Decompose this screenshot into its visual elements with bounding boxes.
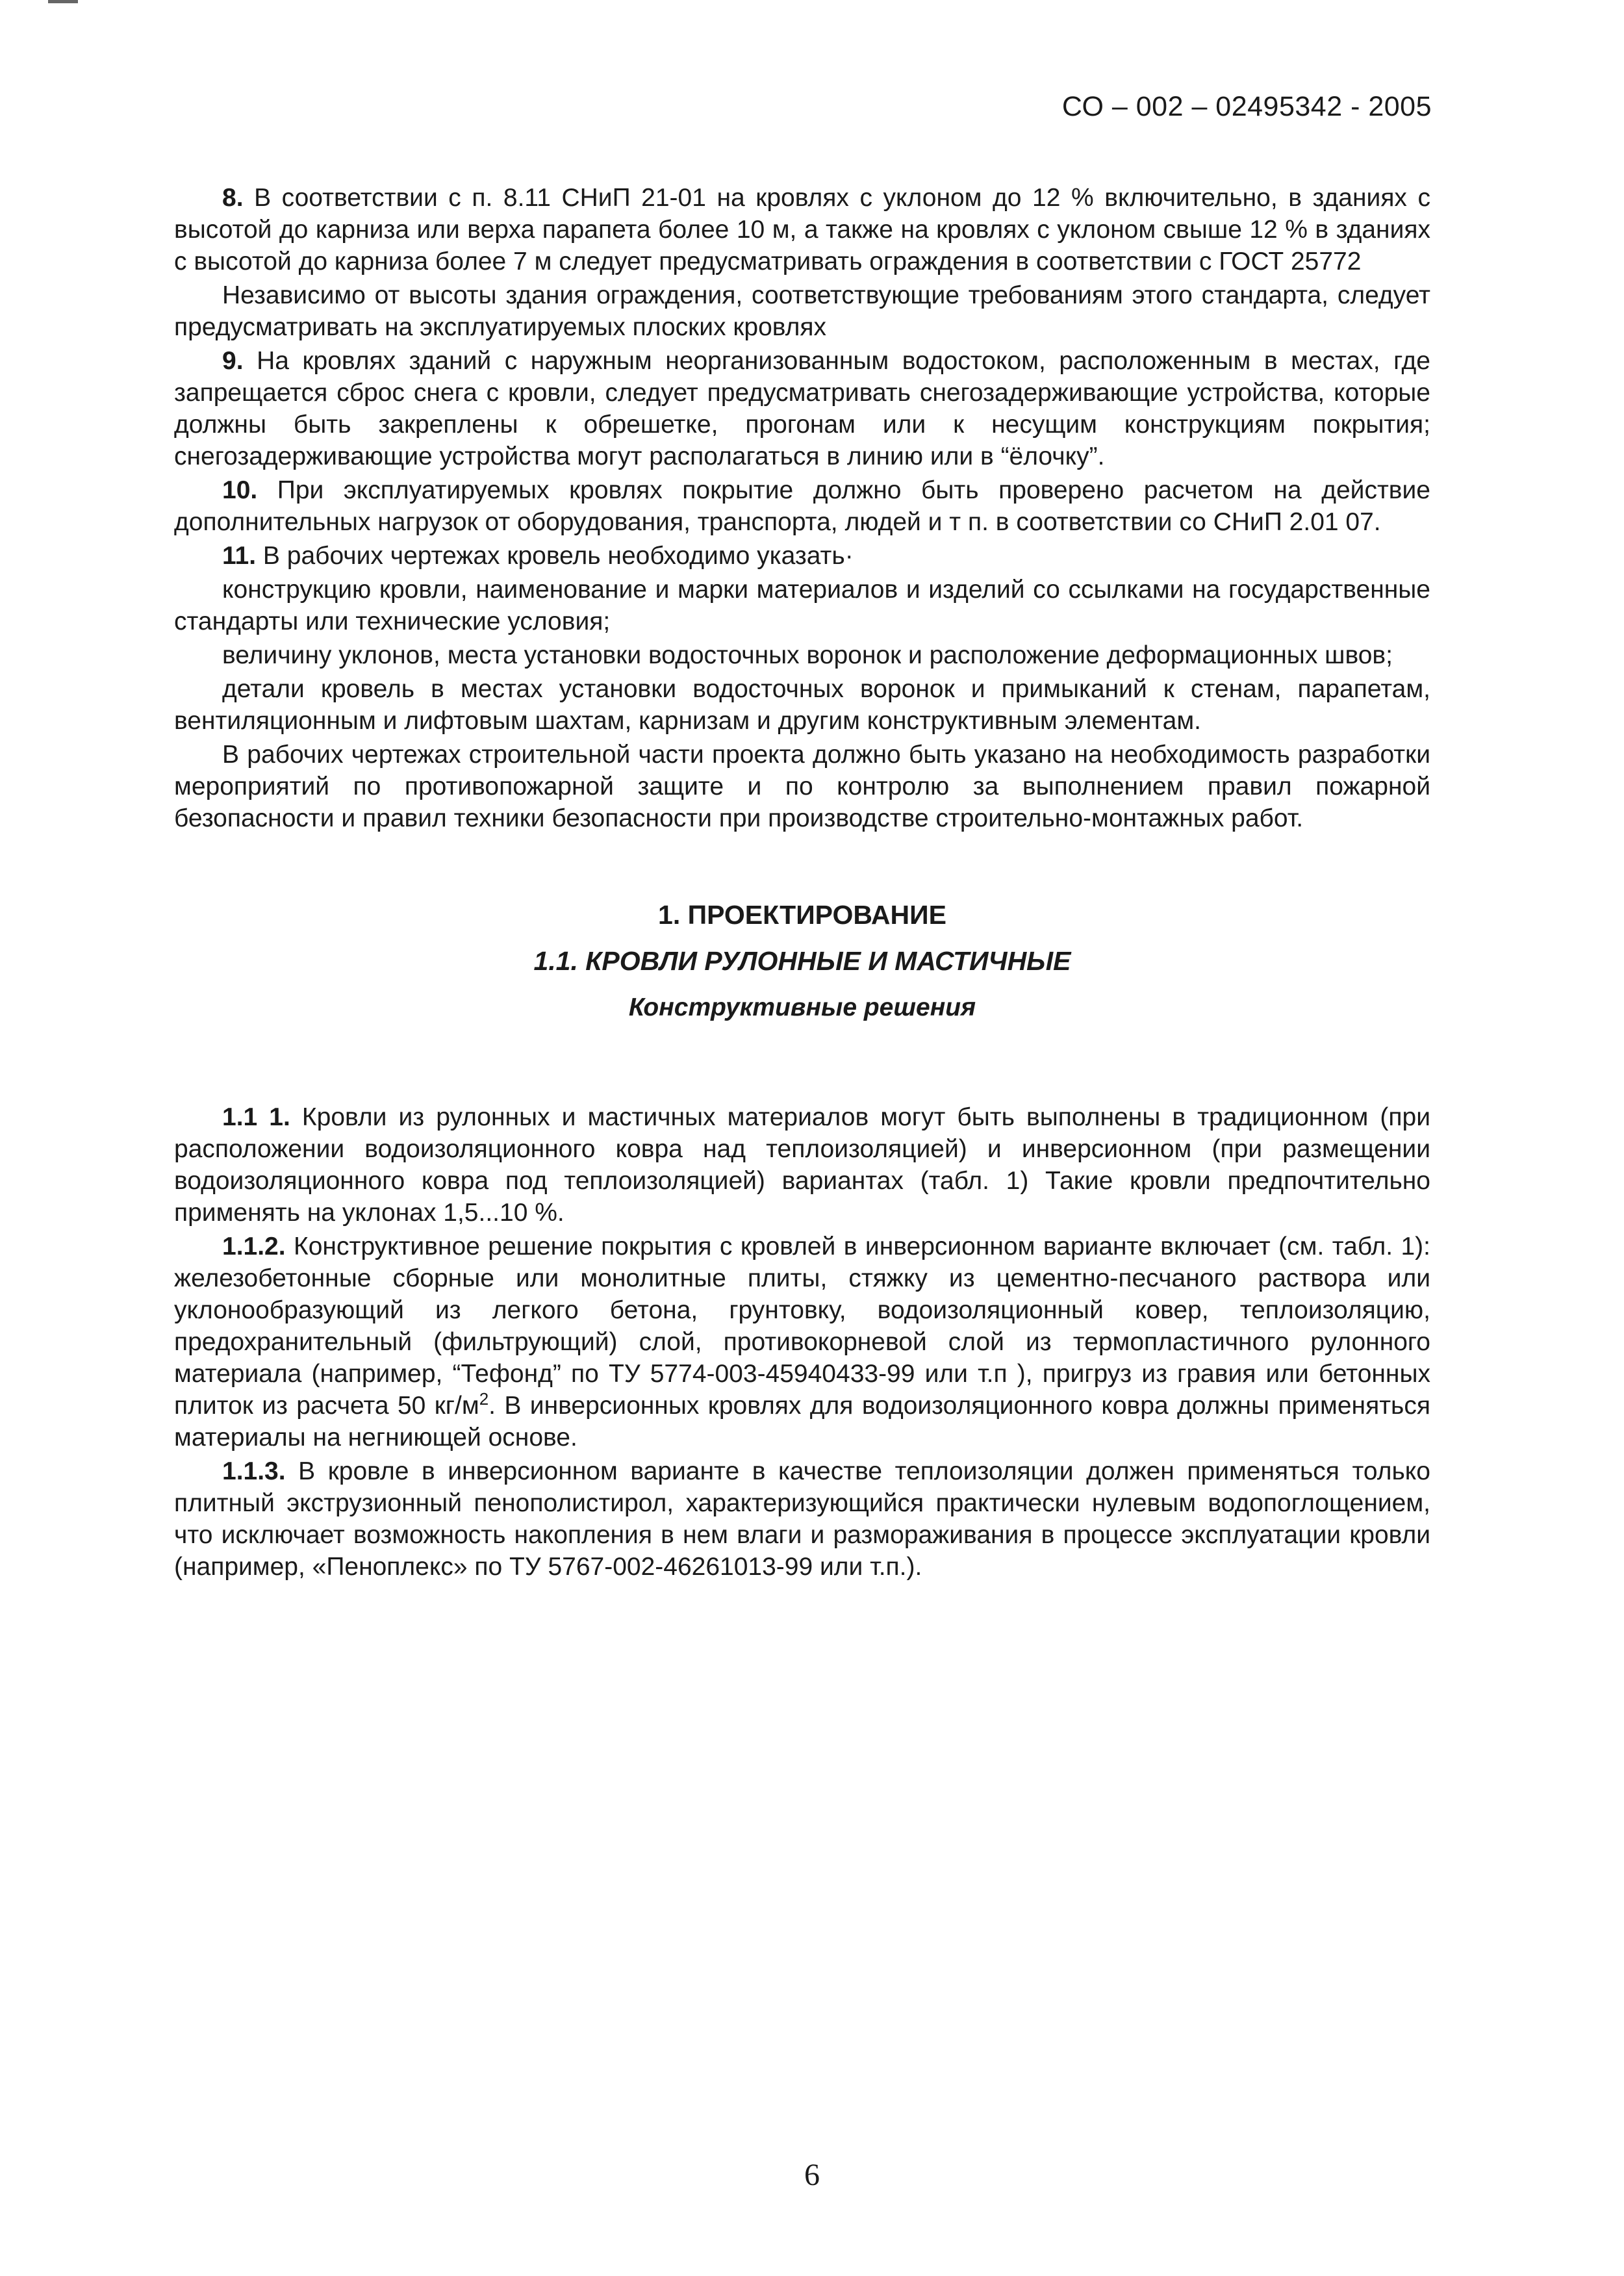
page-body (174, 182, 1430, 1585)
clause-9 (174, 345, 1430, 472)
clause-number: 10. (222, 476, 258, 504)
clause-text: В кровле в инверсионном варианте в качестве теплоизоляции должен применяться только плитный экструзионный пенополистирол, характеризующийся практически нулевым водопоглощением, что исключает возможность накопления в нем влаги и размораживания в процессе эксплуатации кровли (например, «Пеноплекс» по ТУ 5767-002-46261013-99 или т.п.). (174, 1457, 1430, 1581)
clause-number: 1.1 1. (222, 1103, 290, 1131)
clause-text: В рабочих чертежах кровель необходимо указать· (256, 542, 854, 570)
subheading: Конструктивные решения (628, 993, 976, 1021)
clause-text: конструкцию кровли, наименование и марки материалов и изделий со ссылками на государственные стандарты или технические условия; (174, 576, 1430, 635)
clause-11 (174, 540, 1430, 572)
clause-number: 1.1.2. (222, 1233, 286, 1260)
subsection-heading: 1.1. КРОВЛИ РУЛОННЫЕ И МАСТИЧНЫЕ (533, 946, 1071, 976)
clause-8 (174, 182, 1430, 277)
clause-text: величину уклонов, места установки водосточных воронок и расположение деформационных швов; (222, 641, 1393, 669)
clause-10 (174, 474, 1430, 538)
document-code: СО – 002 – 02495342 - 2005 (1061, 91, 1432, 122)
scan-corner-mark (48, 0, 78, 3)
clause-11-item-3 (174, 673, 1430, 737)
clause-1-1-1 (174, 1101, 1430, 1229)
superscript: 2 (479, 1389, 489, 1409)
clause-8-paragraph (174, 279, 1430, 343)
clause-text: В соответствии с п. 8.11 СНиП 21-01 на кровлях с уклоном до 12 % включительно, в зданиях с высотой до карниза или верха парапета более 10 м, а также на кровлях с уклоном свыше 12 % в зданиях с высотой до карниза более 7 м следует предусматривать ограждения в соответствии с ГОСТ 25772 (174, 184, 1430, 275)
page-number: 6 (804, 2158, 820, 2192)
clause-text: Кровли из рулонных и мастичных материалов могут быть выполнены в традиционном (при расположении водоизоляционного ковра над теплоизоляцией) и инверсионном (при размещении водоизоляционного ковра под теплоизоляцией) вариантах (табл. 1) Такие кровли предпочтительно применять на уклонах 1,5...10 %. (174, 1103, 1431, 1227)
clause-text: Независимо от высоты здания ограждения, соответствующие требованиям этого стандарта, следует предусматривать на эксплуатируемых плоских кровлях (174, 281, 1430, 341)
clause-text: Конструктивное решение покрытия с кровлей в инверсионном варианте включает (см. табл. 1): железобетонные сборные или монолитные плиты, стяжку из цементно-песчаного раствора или уклонообразующий из легкого бетона, грунтовку, водоизоляционный ковер, теплоизоляцию, предохранительный (фильтрующий) слой, противокорневой слой из термопластичного рулонного материала (например, “Тефонд” по ТУ 5774-003-45940433-99 или т.п ), пригруз из гравия или бетонных плиток из расчета 50 кг/м (174, 1233, 1430, 1420)
clause-text: На кровлях зданий с наружным неорганизованным водостоком, расположенным в местах, где запрещается сброс снега с кровли, следует предусматривать снегозадерживающие устройства, которые должны быть закреплены к обрешетке, прогонам или к несущим конструкциям покрытия; снегозадерживающие устройства могут располагаться в линию или в “ёлочку”. (174, 347, 1430, 470)
section-heading: 1. ПРОЕКТИРОВАНИЕ (658, 900, 946, 930)
clause-1-1-2 (174, 1231, 1430, 1453)
clause-text: При эксплуатируемых кровлях покрытие должно быть проверено расчетом на действие дополнительных нагрузок от оборудования, транспорта, людей и т п. в соответствии со СНиП 2.01 07. (174, 476, 1430, 536)
clause-11-note (174, 739, 1430, 834)
clause-number: 11. (222, 542, 257, 570)
clause-text-tail: . В инверсионных кровлях для водоизоляционного ковра должны применяться материалы на негниющей основе. (174, 1392, 1430, 1451)
clause-1-1-3 (174, 1455, 1430, 1583)
clause-text: В рабочих чертежах строительной части проекта должно быть указано на необходимость разработки мероприятий по противопожарной защите и по контролю за выполнением правил пожарной безопасности и правил техники безопасности при производстве строительно-монтажных работ. (174, 741, 1430, 832)
clause-number: 1.1.3. (222, 1457, 286, 1485)
clause-number: 9. (222, 347, 244, 375)
clause-number: 8. (222, 184, 244, 212)
clause-11-item-2 (174, 639, 1430, 671)
clause-11-item-1 (174, 574, 1430, 637)
clause-text: детали кровель в местах установки водосточных воронок и примыканий к стенам, парапетам, вентиляционным и лифтовым шахтам, карнизам и другим конструктивным элементам. (174, 675, 1430, 735)
